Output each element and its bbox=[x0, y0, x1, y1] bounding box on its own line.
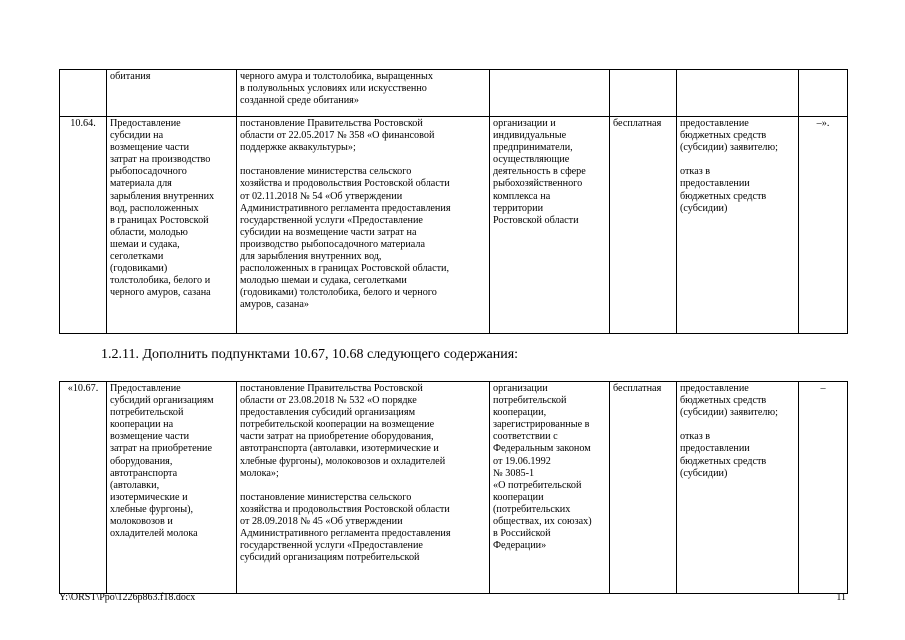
table-row bbox=[60, 117, 848, 334]
cell-cost bbox=[610, 70, 677, 117]
cell-applicant bbox=[490, 70, 610, 117]
footer-file-path: Y:\ORST\Ppo\1226p863.f18.docx bbox=[59, 592, 196, 603]
cell-tail: – bbox=[799, 382, 848, 594]
cell-applicant: организации и индивидуальные предприниматели, осуществляющие деятельность в сфере рыбохозяйственного комплекса на территории Ростовской области bbox=[490, 117, 610, 334]
cell-service-name: обитания bbox=[107, 70, 237, 117]
cell-legal-basis: постановление Правительства Ростовской области от 22.05.2017 № 358 «О финансовой поддержке аквакультуры»; постановление министерства сельского хозяйства и продовольствия Ростовской области от 02.11.2018 № 54 «Об утверждении Административного регламента предоставления государственной услуги «Предоставление субсидии на возмещение части затрат на производство рыбопосадочного материала для зарыбления внутренних вод, расположенных в границах Ростовской области, молодью шемаи и судака, сеголетками (годовиками) толстолобика, белого и черного амуров, сазана» bbox=[237, 117, 490, 334]
cell-tail: –». bbox=[799, 117, 848, 334]
cell-number: «10.67. bbox=[60, 382, 107, 594]
cell-result bbox=[677, 70, 799, 117]
cell-legal-basis: черного амура и толстолобика, выращенных в полувольных условиях или искусственно созданной среде обитания» bbox=[237, 70, 490, 117]
cell-service-name: Предоставление субсидии на возмещение части затрат на производство рыбопосадочного материала для зарыбления внутренних вод, расположенных в границах Ростовской области, молодью шемаи и судака, сеголетками (годовиками) толстолобика, белого и черного амуров, сазана bbox=[107, 117, 237, 334]
cell-cost: бесплатная bbox=[610, 117, 677, 334]
cell-legal-basis: постановление Правительства Ростовской области от 23.08.2018 № 532 «О порядке предоставления субсидий организациям потребительской кооперации на возмещение части затрат на приобретение оборудования, автотранспорта (автолавки, изотермические и хлебные фургоны), молоковозов и охладителей молока»; постановление министерства сельского хозяйства и продовольствия Ростовской области от 28.09.2018 № 45 «Об утверждении Административного регламента предоставления государственной услуги «Предоставление субсидий организациям потребительской bbox=[237, 382, 490, 594]
cell-number: 10.64. bbox=[60, 117, 107, 334]
cell-applicant: организации потребительской кооперации, зарегистрированные в соответствии с Федеральным законом от 19.06.1992 № 3085-1 «О потребительской кооперации (потребительских обществах, их союзах) в Российской Федерации» bbox=[490, 382, 610, 594]
cell-result: предоставление бюджетных средств (субсидии) заявителю; отказ в предоставлении бюджетных средств (субсидии) bbox=[677, 382, 799, 594]
table-bottom bbox=[59, 381, 848, 594]
table-row bbox=[60, 382, 848, 594]
cell-number bbox=[60, 70, 107, 117]
cell-tail bbox=[799, 70, 848, 117]
cell-service-name: Предоставление субсидий организациям потребительской кооперации на возмещение части затрат на приобретение оборудования, автотранспорта (автолавки, изотермические и хлебные фургоны), молоковозов и охладителей молока bbox=[107, 382, 237, 594]
section-heading: 1.2.11. Дополнить подпунктами 10.67, 10.68 следующего содержания: bbox=[101, 347, 519, 362]
table-top bbox=[59, 69, 848, 334]
table-row bbox=[60, 70, 848, 117]
cell-result: предоставление бюджетных средств (субсидии) заявителю; отказ в предоставлении бюджетных средств (субсидии) bbox=[677, 117, 799, 334]
page-number: 11 bbox=[836, 592, 846, 603]
cell-cost: бесплатная bbox=[610, 382, 677, 594]
